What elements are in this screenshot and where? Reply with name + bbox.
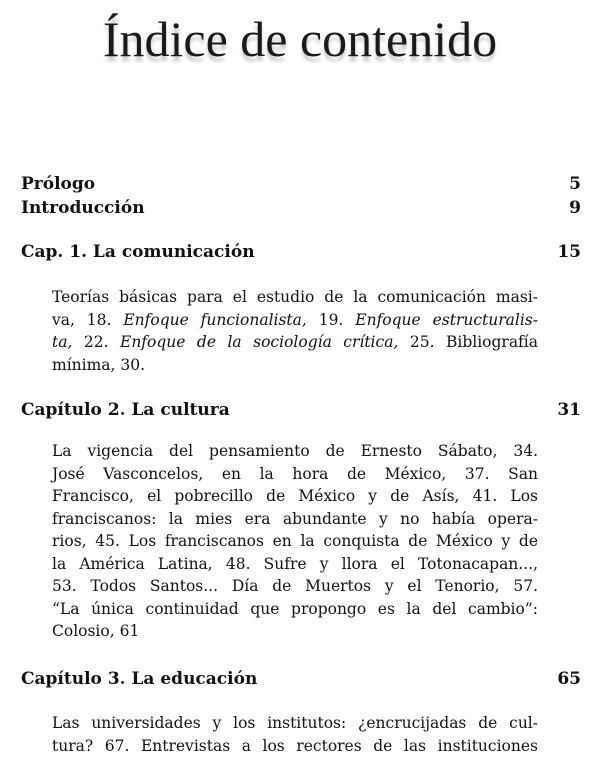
- cap3-summary: [52, 712, 538, 757]
- summary-italic-text: Enfoque de la sociología crítica,: [120, 333, 399, 351]
- summary-line: [52, 309, 538, 332]
- toc-entry-page-number: 9: [569, 198, 581, 218]
- toc-entry-label: Prólogo: [21, 174, 96, 194]
- summary-line: la América Latina, 48. Sufre y llora el Totonacapan...,: [52, 554, 538, 573]
- summary-line: rios, 45. Los franciscanos en la conquista de México y de: [52, 532, 538, 550]
- summary-text: 19.: [306, 310, 356, 329]
- summary-line: “La única continuidad que propongo es la del cambio”:: [52, 599, 538, 618]
- cap2-summary: [52, 440, 538, 643]
- toc-entry-label: Cap. 1. La comunicación: [21, 242, 255, 262]
- summary-text: 30.: [115, 355, 146, 374]
- summary-line: Teorías básicas para el estudio de la comunicación masi-: [52, 288, 538, 306]
- toc-entry-page-number: 31: [557, 400, 581, 420]
- summary-line: José Vasconcelos, en la hora de México, 37. San: [52, 464, 538, 483]
- toc-entry-cap1: [21, 241, 581, 263]
- summary-italic-text: Enfoque estructuralis-: [355, 310, 538, 329]
- toc-entry-prologo: [21, 173, 581, 195]
- toc-entry-page-number: 5: [569, 174, 581, 194]
- summary-line: La vigencia del pensamiento de Ernesto Sábato, 34.: [52, 442, 538, 460]
- summary-line: [52, 354, 538, 377]
- toc-entry-introduccion: [21, 197, 581, 219]
- summary-line: franciscanos: la mies era abundante y no había opera-: [52, 509, 538, 528]
- summary-italic-text: Enfoque funcionalista,: [123, 310, 307, 329]
- summary-line: Colosio, 61: [52, 622, 140, 640]
- summary-line: [52, 331, 538, 354]
- toc-entry-label: Introducción: [21, 198, 145, 218]
- summary-line: 53. Todos Santos... Día de Muertos y el Tenorio, 57.: [52, 577, 538, 595]
- cap1-summary: [52, 286, 538, 376]
- summary-line: Francisco, el pobrecillo de México y de Asís, 41. Los: [52, 487, 538, 505]
- toc-entry-cap2: [21, 399, 581, 421]
- summary-text: 25. Bibliografía: [398, 333, 538, 351]
- summary-line: tura? 67. Entrevistas a los rectores de las instituciones: [52, 736, 538, 755]
- summary-italic-text: ta,: [52, 333, 73, 351]
- page-title: Índice de contenido: [102, 11, 498, 67]
- toc-entry-label: Capítulo 3. La educación: [21, 669, 258, 689]
- summary-text: 22.: [72, 333, 120, 351]
- summary-text: mínima,: [52, 355, 116, 374]
- toc-entry-page-number: 65: [557, 669, 581, 689]
- summary-text: va, 18.: [52, 310, 124, 329]
- toc-entry-cap3: [21, 668, 581, 690]
- toc-entry-label: Capítulo 2. La cultura: [21, 400, 230, 420]
- toc-entry-page-number: 15: [557, 242, 581, 262]
- summary-line: Las universidades y los institutos: ¿encrucijadas de cul-: [52, 714, 538, 732]
